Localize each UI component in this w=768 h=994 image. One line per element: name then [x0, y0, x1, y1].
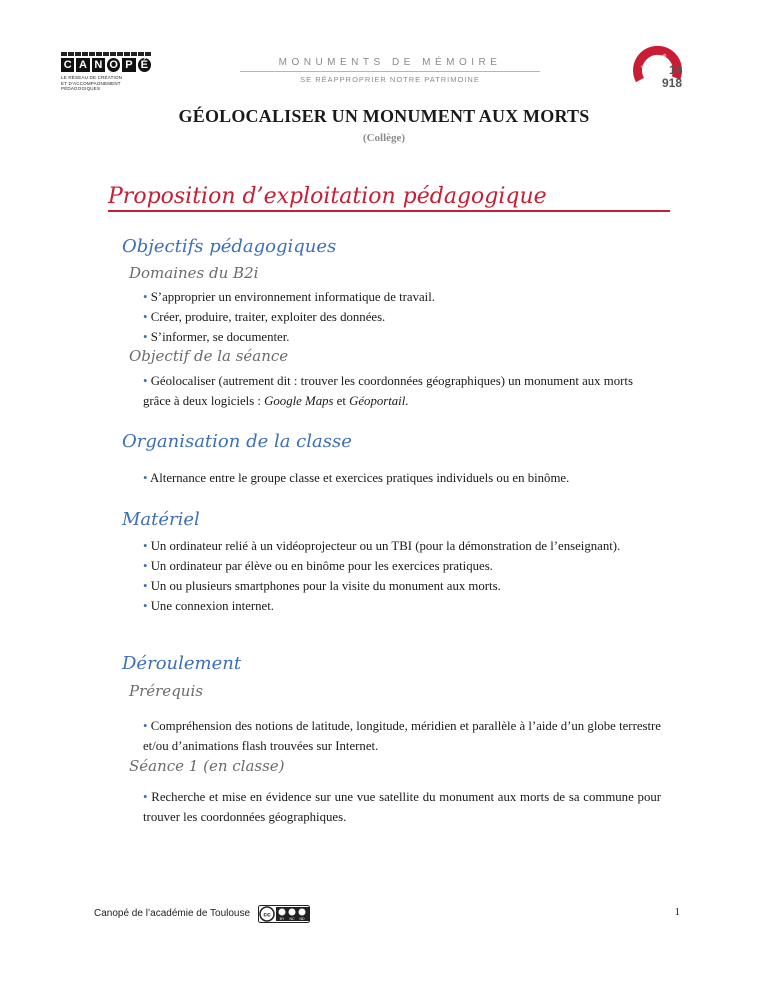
prerequis-text: • Compréhension des notions de latitude, longitude, méridien et parallèle à l’aide d’un globe terrestre et/ou d’animations flash trouvées sur Internet.: [143, 719, 661, 753]
b2i-list: [143, 287, 661, 347]
page-title: GÉOLOCALISER UN MONUMENT AUX MORTS: [178, 106, 590, 126]
app-name-google-maps: Google Maps: [264, 394, 334, 408]
materiel-list: [143, 536, 661, 616]
page-subtitle: (Collège): [362, 132, 406, 144]
bullet-icon: •: [143, 559, 151, 573]
bullet-icon: •: [143, 790, 152, 804]
bullet-icon: •: [143, 599, 151, 613]
badge-year-bottom: 918: [662, 76, 683, 90]
series-divider: [240, 71, 540, 72]
logo-letter: N: [92, 58, 105, 72]
bullet-icon: •: [143, 539, 151, 553]
cc-label: ND: [299, 917, 305, 922]
section-title: Proposition d’exploitation pédagogique: [108, 184, 547, 209]
series-title: MONUMENTS DE MÉMOIRE: [278, 57, 502, 68]
bullet-icon: •: [143, 310, 151, 324]
heading-materiel: Matériel: [122, 509, 200, 530]
canope-logo: [61, 52, 151, 92]
heading-objectif-seance: Objectif de la séance: [129, 347, 289, 365]
section-divider: [108, 210, 670, 212]
logo-tagline-line: ET D'ACCOMPAGNEMENT PÉDAGOGIQUES: [61, 80, 121, 91]
logo-tagline: [61, 75, 151, 92]
series-subtitle: SE RÉAPPROPRIER NOTRE PATRIMOINE: [300, 75, 480, 84]
logo-stripe: [61, 52, 151, 56]
logo-tagline-line: LE RÉSEAU DE CRÉATION: [61, 75, 123, 80]
heading-b2i: Domaines du B2i: [129, 264, 259, 282]
heading-seance-1: Séance 1 (en classe): [129, 757, 285, 775]
cc-label: cc: [263, 911, 271, 919]
objectif-seance-text: • Géolocaliser (autrement dit : trouver les coordonnées géographiques) un monument aux morts grâce à deux logiciels : Google Maps et Géoportail.: [143, 374, 633, 408]
page-number: 1: [674, 906, 680, 918]
list-item: • Un ou plusieurs smartphones pour la visite du monument aux morts.: [143, 579, 501, 593]
creative-commons-icon: [258, 905, 310, 923]
logo-letter: É: [138, 58, 151, 72]
list-item: • Un ordinateur relié à un vidéoprojecteur ou un TBI (pour la démonstration de l’enseignant).: [143, 539, 621, 553]
list-item: • S’informer, se documenter.: [143, 330, 290, 344]
logo-letter: A: [76, 58, 89, 72]
heading-prerequis: Prérequis: [129, 682, 203, 700]
heading-organisation: Organisation de la classe: [122, 431, 352, 452]
bullet-icon: •: [143, 290, 151, 304]
seance-1-text: • Recherche et mise en évidence sur une vue satellite du monument aux morts de sa commune pour trouver les coordonnées géographiques.: [143, 790, 662, 824]
heading-deroulement: Déroulement: [122, 653, 242, 674]
bullet-icon: •: [143, 719, 151, 733]
footer-credit: Canopé de l’académie de Toulouse: [94, 908, 251, 919]
logo-letter: C: [61, 58, 74, 72]
list-item: • Créer, produire, traiter, exploiter des données.: [143, 310, 386, 324]
bullet-icon: •: [143, 330, 151, 344]
bullet-icon: •: [143, 471, 150, 485]
bullet-icon: •: [143, 579, 151, 593]
series-header: [240, 57, 540, 84]
cc-label: BY: [279, 917, 285, 922]
heading-objectifs: Objectifs pédagogiques: [122, 236, 337, 257]
logo-letter: O: [107, 58, 120, 72]
bullet-icon: •: [143, 374, 151, 388]
list-item: • Un ordinateur par élève ou en binôme pour les exercices pratiques.: [143, 559, 493, 573]
badge-word: centenaire: [640, 52, 668, 71]
centenaire-badge-icon: [632, 44, 686, 94]
list-item: • S’approprier un environnement informatique de travail.: [143, 290, 435, 304]
cc-label: NC: [289, 917, 295, 922]
app-name-geoportail: Géoportail: [349, 394, 406, 408]
list-item: • Une connexion internet.: [143, 599, 274, 613]
organisation-text: • Alternance entre le groupe classe et exercices pratiques individuels ou en binôme.: [143, 471, 570, 485]
logo-letters: [61, 58, 151, 72]
badge-year-top: 14: [669, 63, 683, 77]
logo-letter: P: [122, 58, 135, 72]
